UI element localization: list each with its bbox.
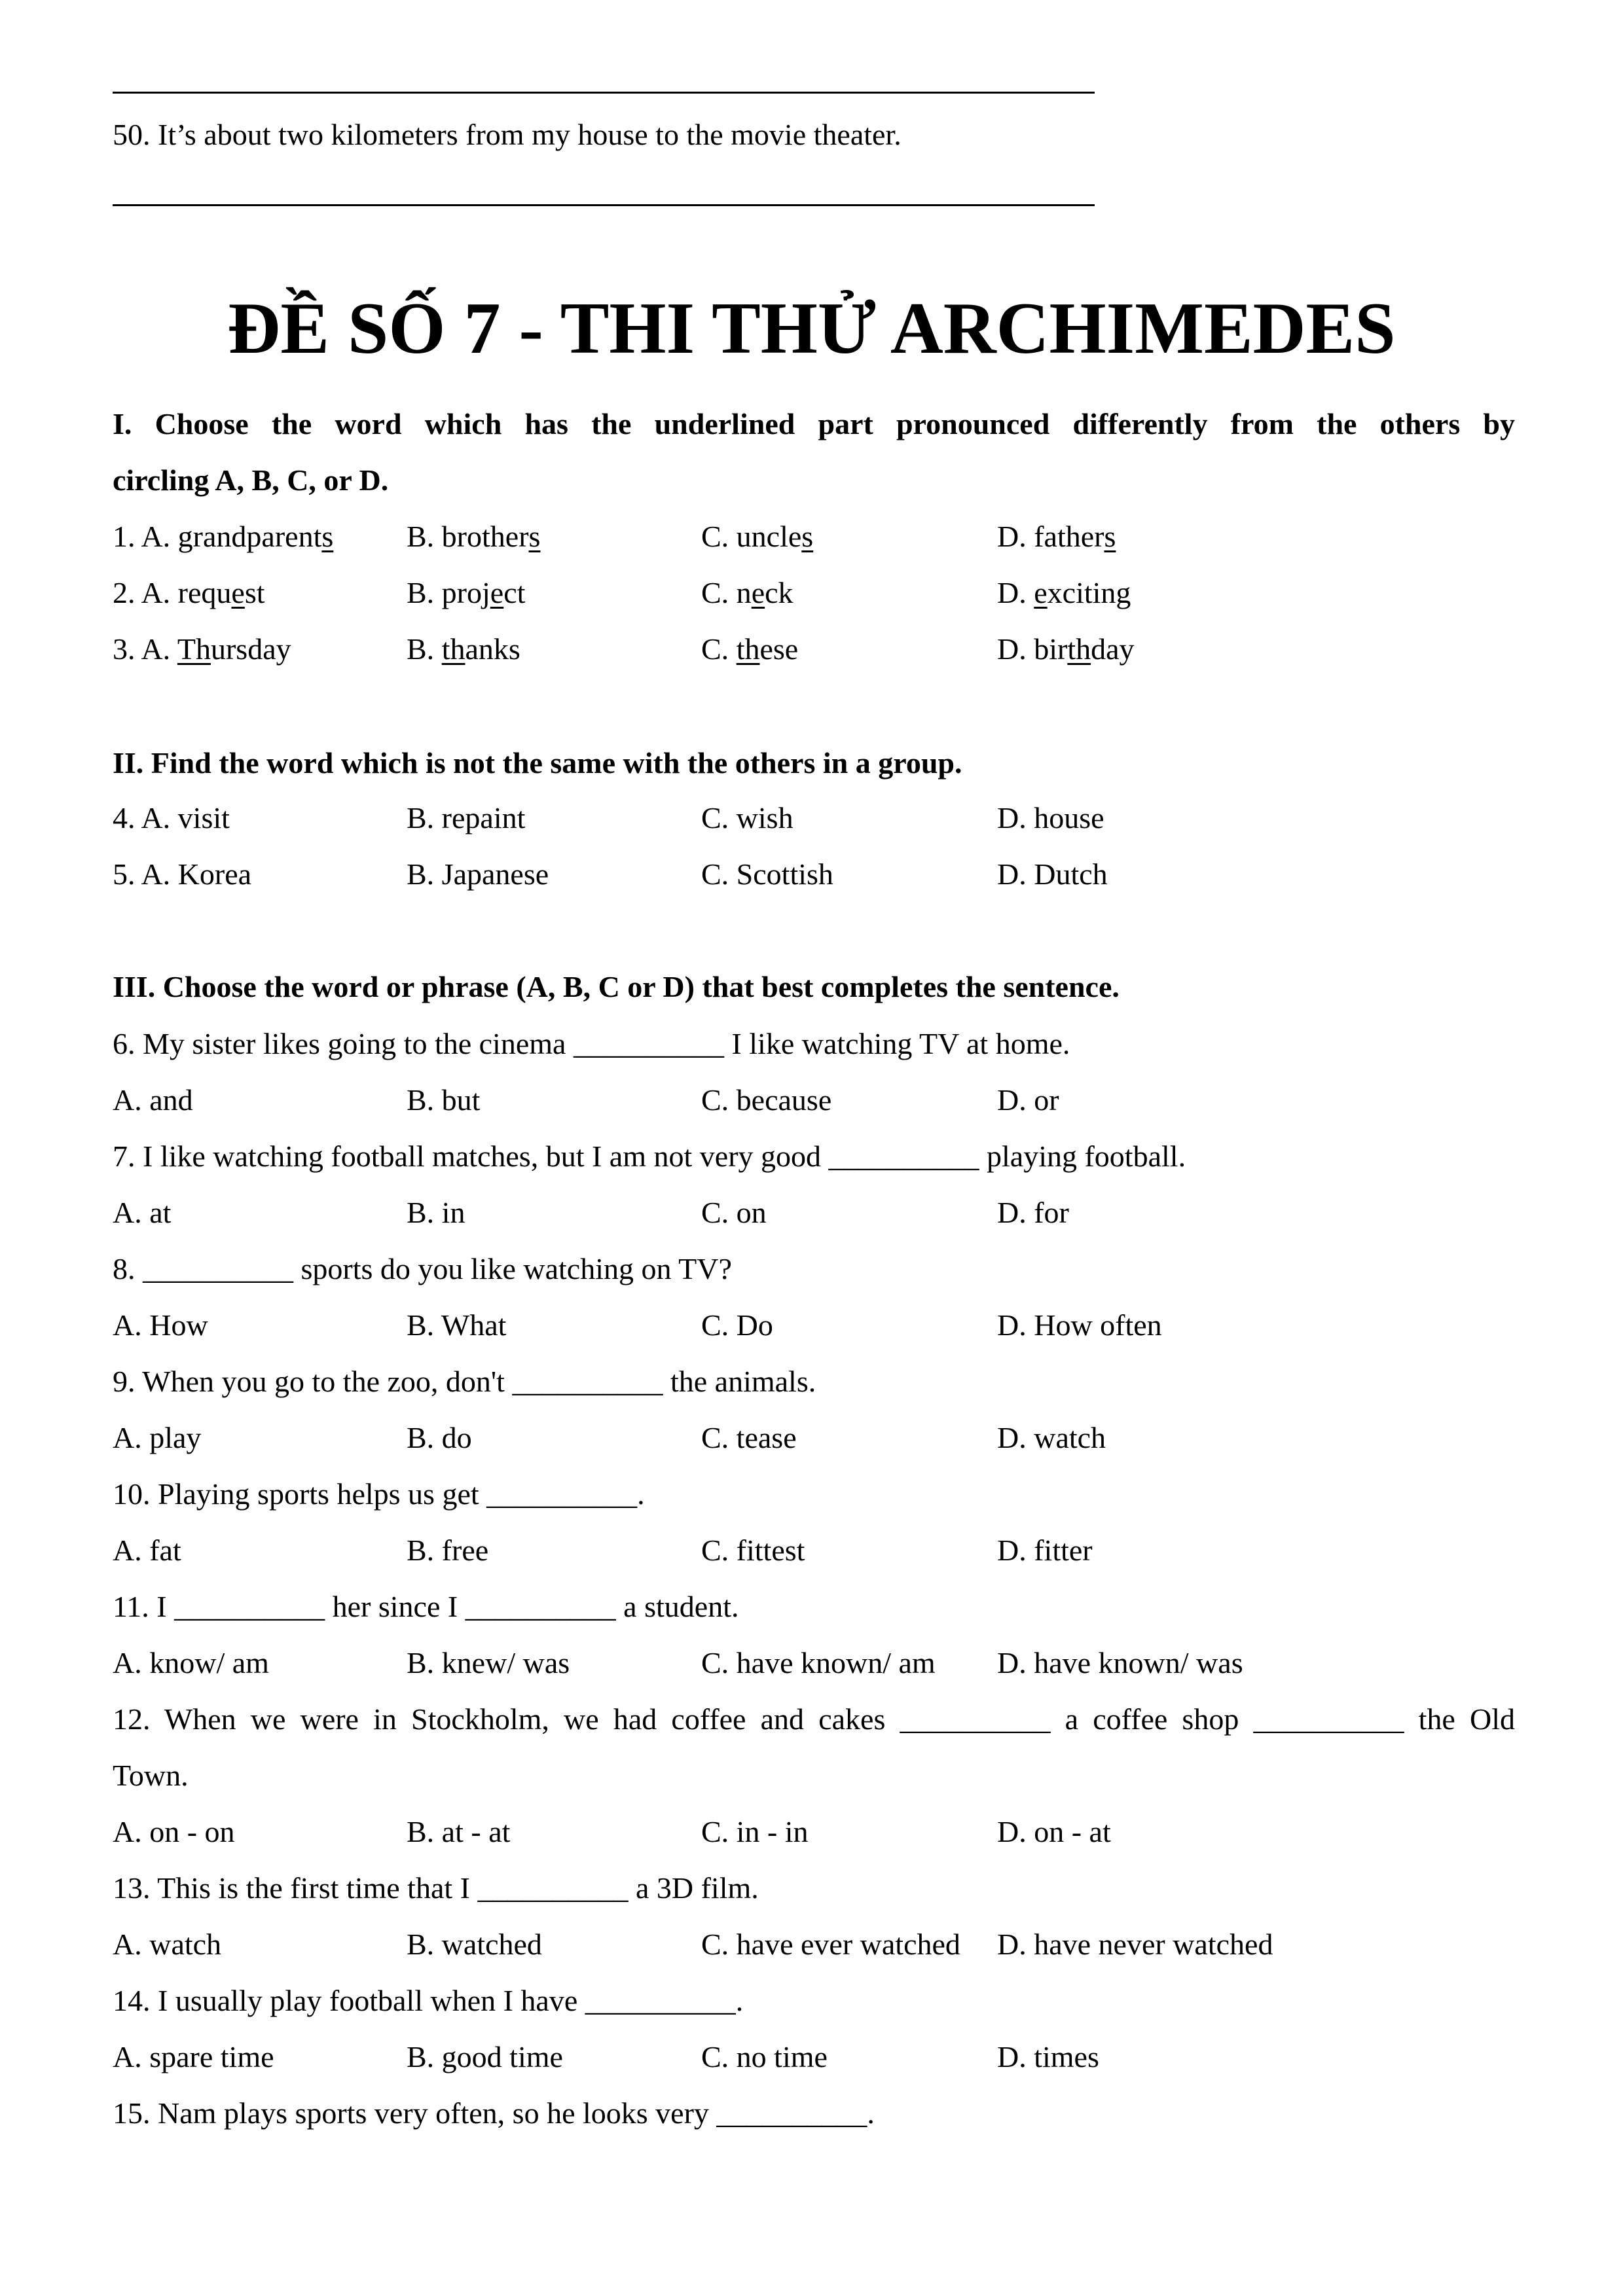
underlined-part: Th [177,632,211,666]
option-b: B. knew/ was [407,1646,570,1679]
option-b: B. free [407,1534,489,1567]
option-c: C. no time [701,2040,828,2073]
underlined-part: e [751,576,765,609]
option-d: D. times [997,2040,1099,2073]
option-d: D. birthday [997,632,1135,666]
option-b: B. watched [407,1928,542,1961]
option-c: C. these [701,632,799,666]
option-a: A. watch [113,1928,222,1961]
underlined-part: e [490,576,504,609]
option-d: D. for [997,1196,1069,1229]
option-a: A. at [113,1196,172,1229]
question-11-options [113,1645,1515,1681]
underlined-part: e [1034,576,1048,609]
option-a: A. play [113,1421,202,1454]
option-a: 3. A. Thursday [113,632,291,666]
question-8-stem: 8. __________ sports do you like watching on TV? [113,1252,732,1285]
question-10-stem: 10. Playing sports helps us get __________. [113,1477,645,1511]
option-c: C. have known/ am [701,1646,936,1679]
question-14-options [113,2039,1515,2075]
question-1 [113,518,1515,555]
option-d: D. exciting [997,576,1131,609]
option-c: C. uncles [701,520,814,553]
option-d: D. have known/ was [997,1646,1243,1679]
question-6-stem: 6. My sister likes going to the cinema __________ I like watching TV at home. [113,1027,1070,1060]
option-b: B. brothers [407,520,541,553]
option-d: D. fitter [997,1534,1093,1567]
option-a: A. know/ am [113,1646,269,1679]
question-9-options [113,1420,1515,1456]
option-d: D. on - at [997,1815,1111,1848]
option-c: C. neck [701,576,793,609]
option-b: B. project [407,576,526,609]
question-6-options [113,1082,1515,1119]
question-12-options [113,1814,1515,1850]
option-a: 2. A. request [113,576,265,609]
option-c: C. Scottish [701,857,833,891]
option-d: D. house [997,801,1104,834]
option-d: D. watch [997,1421,1106,1454]
option-c: C. in - in [701,1815,809,1848]
option-b: B. but [407,1083,481,1117]
underlined-part: th [1067,632,1091,666]
question-4 [113,800,1515,836]
question-12-stem-line-2: Town. [113,1759,189,1792]
option-a: A. fat [113,1534,181,1567]
answer-line [113,204,1095,206]
option-c: C. have ever watched [701,1928,960,1961]
section-1-heading-line-1: I. Choose the word which has the underlined part pronounced differently from the others by [113,407,1515,440]
option-b: B. thanks [407,632,520,666]
section-1-heading-line-2: circling A, B, C, or D. [113,463,389,497]
question-7-stem: 7. I like watching football matches, but I am not very good __________ playing football. [113,1139,1186,1173]
page-title: ĐỀ SỐ 7 - THI THỬ ARCHIMEDES [227,288,1396,369]
option-b: B. repaint [407,801,526,834]
option-c: C. Do [701,1308,773,1342]
option-d: D. Dutch [997,857,1108,891]
option-a: A. spare time [113,2040,274,2073]
question-13-stem: 13. This is the first time that I __________ a 3D film. [113,1871,759,1905]
question-2 [113,575,1515,611]
option-a: 1. A. grandparents [113,520,334,553]
question-10-options [113,1532,1515,1569]
question-50: 50. It’s about two kilometers from my house to the movie theater. [113,118,902,151]
option-d: D. fathers [997,520,1116,553]
option-a: 5. A. Korea [113,857,252,891]
option-b: B. do [407,1421,472,1454]
option-c: C. fittest [701,1534,805,1567]
option-b: B. in [407,1196,465,1229]
underlined-part: s [801,520,814,553]
option-a: A. and [113,1083,193,1117]
question-8-options [113,1307,1515,1344]
option-b: B. good time [407,2040,563,2073]
option-c: C. on [701,1196,767,1229]
underlined-part: e [231,576,245,609]
option-c: C. wish [701,801,793,834]
option-c: C. because [701,1083,832,1117]
underlined-part: s [528,520,541,553]
option-d: D. or [997,1083,1059,1117]
question-7-options [113,1194,1515,1231]
option-a: A. on - on [113,1815,235,1848]
question-3 [113,631,1515,668]
question-13-options [113,1926,1515,1963]
option-b: B. Japanese [407,857,549,891]
question-11-stem: 11. I __________ her since I __________ a student. [113,1590,739,1623]
question-5 [113,856,1515,893]
underlined-part: th [441,632,465,666]
underlined-part: s [1104,520,1116,553]
option-d: D. have never watched [997,1928,1273,1961]
question-12-stem-line-1: 12. When we were in Stockholm, we had coffee and cakes __________ a coffee shop __________ the Old [113,1702,1515,1736]
underlined-part: s [321,520,334,553]
option-b: B. What [407,1308,507,1342]
question-15-stem: 15. Nam plays sports very often, so he looks very __________. [113,2096,875,2130]
question-9-stem: 9. When you go to the zoo, don't __________ the animals. [113,1365,816,1398]
answer-line [113,92,1095,94]
underlined-part: th [736,632,760,666]
option-c: C. tease [701,1421,797,1454]
option-a: A. How [113,1308,208,1342]
option-d: D. How often [997,1308,1162,1342]
option-a: 4. A. visit [113,801,230,834]
question-14-stem: 14. I usually play football when I have __________. [113,1984,744,2017]
section-2-heading: II. Find the word which is not the same with the others in a group. [113,746,962,780]
section-3-heading: III. Choose the word or phrase (A, B, C or D) that best completes the sentence. [113,970,1120,1003]
option-b: B. at - at [407,1815,511,1848]
